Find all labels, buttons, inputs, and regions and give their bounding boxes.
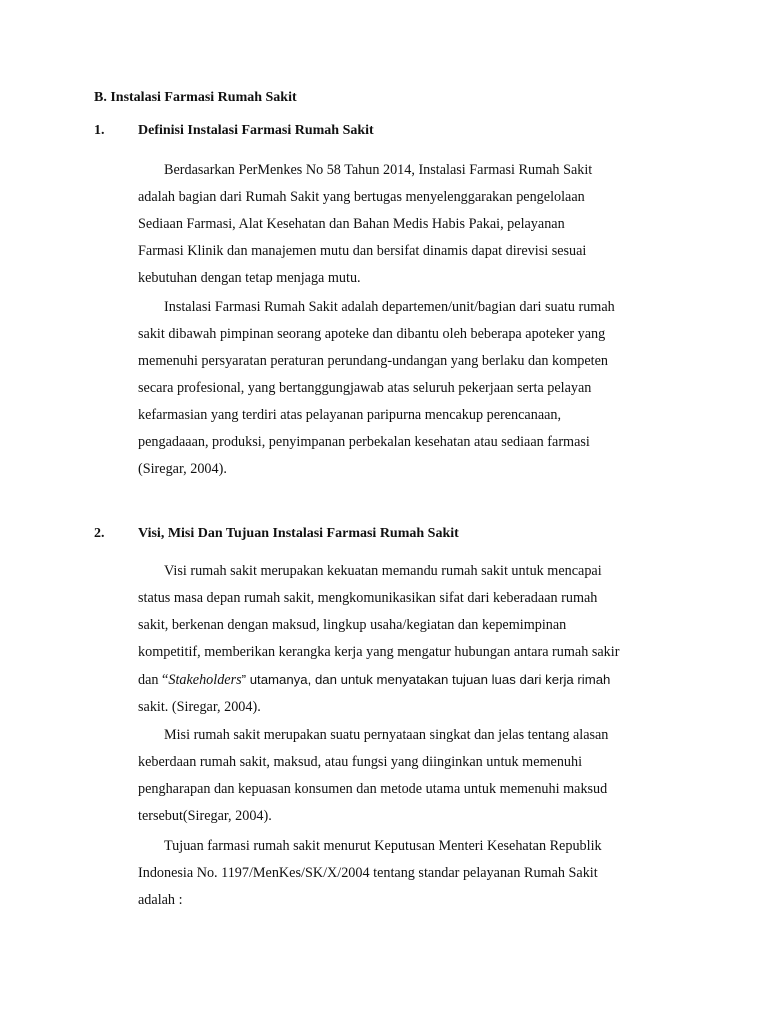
text-line: Visi rumah sakit merupakan kekuatan memandu rumah sakit untuk mencapai [164, 563, 602, 579]
subsection-2-number: 2. [94, 526, 105, 541]
text-line: (Siregar, 2004). [138, 461, 227, 477]
text-line: memenuhi persyaratan peraturan perundang-undangan yang berlaku dan kompeten [138, 353, 608, 369]
text-line: sakit. (Siregar, 2004). [138, 699, 261, 715]
text-line: Farmasi Klinik dan manajemen mutu dan bersifat dinamis dapat direvisi sesuai [138, 243, 587, 259]
text-line: sakit dibawah pimpinan seorang apoteke dan dibantu oleh beberapa apoteker yang [138, 326, 606, 342]
text-line: status masa depan rumah sakit, mengkomunikasikan sifat dari keberadaan rumah [138, 590, 598, 606]
tujuan-paragraph [138, 833, 678, 914]
visi-paragraph [138, 558, 678, 721]
text-line: sakit, berkenan dengan maksud, lingkup usaha/kegiatan dan kepemimpinan [138, 617, 567, 633]
text-line: kebutuhan dengan tetap menjaga mutu. [138, 270, 361, 286]
text-line: Indonesia No. 1197/MenKes/SK/X/2004 tentang standar pelayanan Rumah Sakit [138, 865, 598, 881]
text-line: kompetitif, memberikan kerangka kerja yang mengatur hubungan antara rumah sakir [138, 644, 620, 660]
misi-paragraph [138, 722, 678, 830]
text-line: tersebut(Siregar, 2004). [138, 808, 272, 824]
text-line: adalah bagian dari Rumah Sakit yang bertugas menyelenggarakan pengelolaan [138, 189, 585, 205]
text-line: secara profesional, yang bertanggungjawab atas seluruh pekerjaan serta pelayan [138, 380, 592, 396]
definition-paragraph-1 [138, 157, 678, 292]
text-line: keberdaan rumah sakit, maksud, atau fungsi yang diinginkan untuk memenuhi [138, 754, 583, 770]
text-fragment: dan “ [138, 672, 169, 688]
definition-paragraph-2 [138, 294, 678, 483]
text-fragment: ” utamanya, dan untuk menyatakan tujuan luas dari kerja rimah [241, 672, 611, 687]
subsection-1-number: 1. [94, 123, 105, 138]
italic-term: Stakeholders [168, 672, 242, 688]
text-line: pengharapan dan kepuasan konsumen dan metode utama untuk memenuhi maksud [138, 781, 608, 797]
subsection-1-title: Definisi Instalasi Farmasi Rumah Sakit [138, 123, 374, 138]
text-line: Tujuan farmasi rumah sakit menurut Keputusan Menteri Kesehatan Republik [164, 838, 602, 854]
subsection-2-title: Visi, Misi Dan Tujuan Instalasi Farmasi Rumah Sakit [138, 526, 459, 541]
text-line: Berdasarkan PerMenkes No 58 Tahun 2014, Instalasi Farmasi Rumah Sakit [164, 162, 593, 178]
section-heading: B. Instalasi Farmasi Rumah Sakit [94, 90, 297, 105]
text-line: Misi rumah sakit merupakan suatu pernyataan singkat dan jelas tentang alasan [164, 727, 609, 743]
text-line: pengadaaan, produksi, penyimpanan perbekalan kesehatan atau sediaan farmasi [138, 434, 590, 450]
text-line: Sediaan Farmasi, Alat Kesehatan dan Bahan Medis Habis Pakai, pelayanan [138, 216, 565, 232]
text-line: kefarmasian yang terdiri atas pelayanan paripurna mencakup perencanaan, [138, 407, 562, 423]
text-line [138, 666, 678, 694]
text-line: Instalasi Farmasi Rumah Sakit adalah departemen/unit/bagian dari suatu rumah [164, 299, 615, 315]
text-line: adalah : [138, 892, 183, 908]
